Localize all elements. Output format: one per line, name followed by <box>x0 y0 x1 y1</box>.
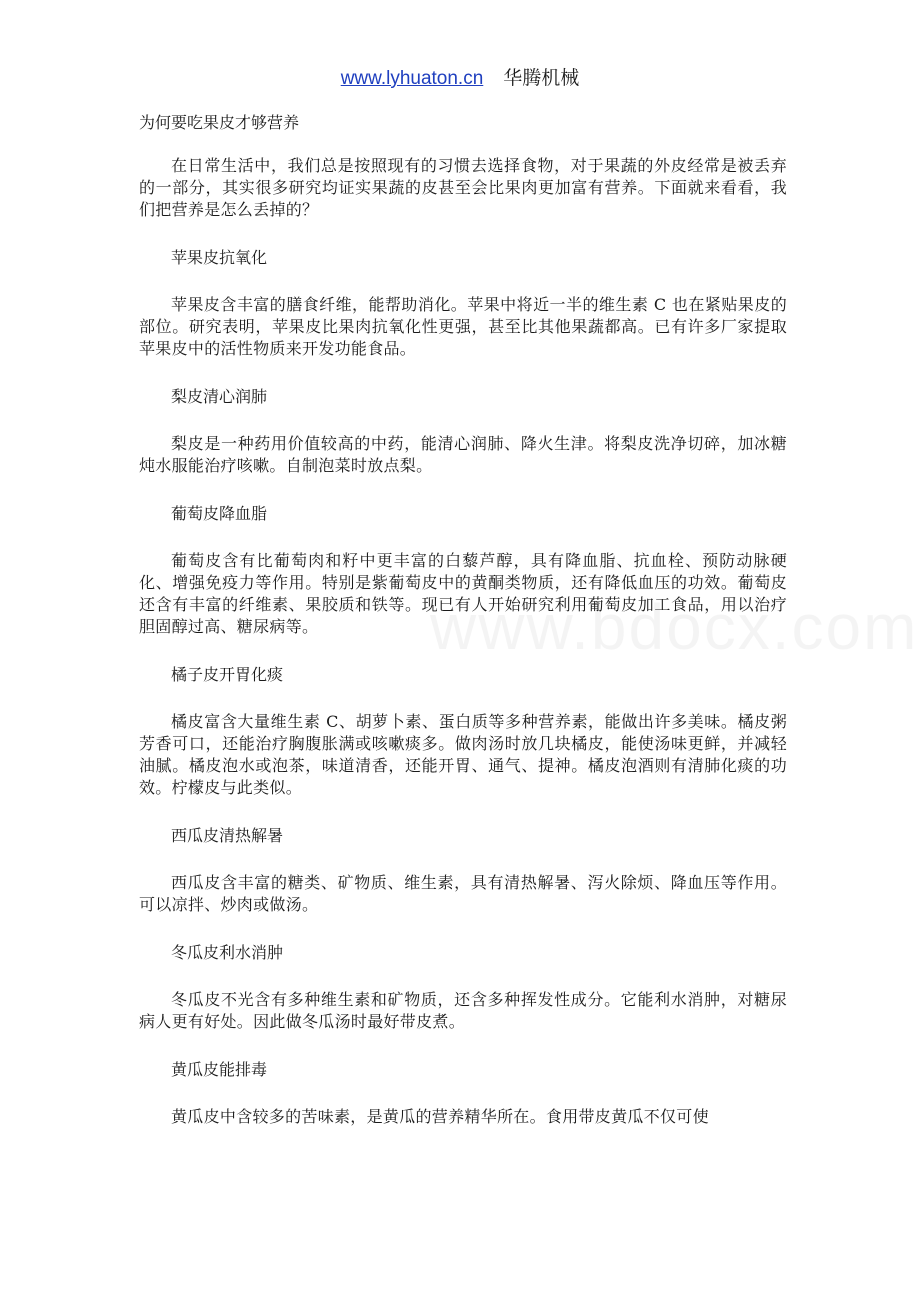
section-heading-cucumber: 黄瓜皮能排毒 <box>171 1060 268 1079</box>
section-heading-orange: 橘子皮开胃化痰 <box>171 665 284 684</box>
section-body-pear: 梨皮是一种药用价值较高的中药，能清心润肺、降火生津。将梨皮洗净切碎，加冰糖炖水服能治疗咳嗽。自制泡菜时放点梨。 <box>139 434 787 475</box>
site-link[interactable]: www.lyhuaton.cn <box>340 68 484 89</box>
section-heading-apple: 苹果皮抗氧化 <box>171 248 268 267</box>
section-heading-wax-gourd: 冬瓜皮利水消肿 <box>171 943 284 962</box>
document-title: 为何要吃果皮才够营养 <box>139 113 300 132</box>
section-body-apple: 苹果皮含丰富的膳食纤维，能帮助消化。苹果中将近一半的维生素 C 也在紧贴果皮的部位。研究表明，苹果皮比果肉抗氧化性更强，甚至比其他果蔬都高。已有许多厂家提取苹果皮中的活性物质来开发功能食品。 <box>139 295 787 358</box>
section-body-watermelon: 西瓜皮含丰富的糖类、矿物质、维生素，具有清热解暑、泻火除烦、降血压等作用。可以凉拌、炒肉或做汤。 <box>139 873 787 914</box>
company-name: 华腾机械 <box>503 68 580 89</box>
section-body-wax-gourd: 冬瓜皮不光含有多种维生素和矿物质，还含多种挥发性成分。它能利水消肿，对糖尿病人更有好处。因此做冬瓜汤时最好带皮煮。 <box>139 990 787 1031</box>
section-body-grape: 葡萄皮含有比葡萄肉和籽中更丰富的白藜芦醇，具有降血脂、抗血栓、预防动脉硬化、增强免疫力等作用。特别是紫葡萄皮中的黄酮类物质，还有降低血压的功效。葡萄皮还含有丰富的纤维素、果胶质和铁等。现已有人开始研究利用葡萄皮加工食品，用以治疗胆固醇过高、糖尿病等。 <box>139 551 787 636</box>
intro-paragraph: 在日常生活中，我们总是按照现有的习惯去选择食物，对于果蔬的外皮经常是被丢弃的一部分，其实很多研究均证实果蔬的皮甚至会比果肉更加富有营养。下面就来看看，我们把营养是怎么丢掉的？ <box>139 156 787 219</box>
section-body-cucumber: 黄瓜皮中含较多的苦味素，是黄瓜的营养精华所在。食用带皮黄瓜不仅可使 <box>171 1107 709 1126</box>
section-body-orange: 橘皮富含大量维生素 C、胡萝卜素、蛋白质等多种营养素，能做出许多美味。橘皮粥芳香可口，还能治疗胸腹胀满或咳嗽痰多。做肉汤时放几块橘皮，能使汤味更鲜，并减轻油腻。橘皮泡水或泡茶，味道清香，还能开胃、通气、提神。橘皮泡酒则有清肺化痰的功效。柠檬皮与此类似。 <box>139 712 787 797</box>
article-body <box>139 112 787 1154</box>
section-heading-watermelon: 西瓜皮清热解暑 <box>171 826 284 845</box>
page-header <box>0 66 920 92</box>
section-heading-grape: 葡萄皮降血脂 <box>171 504 268 523</box>
section-heading-pear: 梨皮清心润肺 <box>171 387 268 406</box>
